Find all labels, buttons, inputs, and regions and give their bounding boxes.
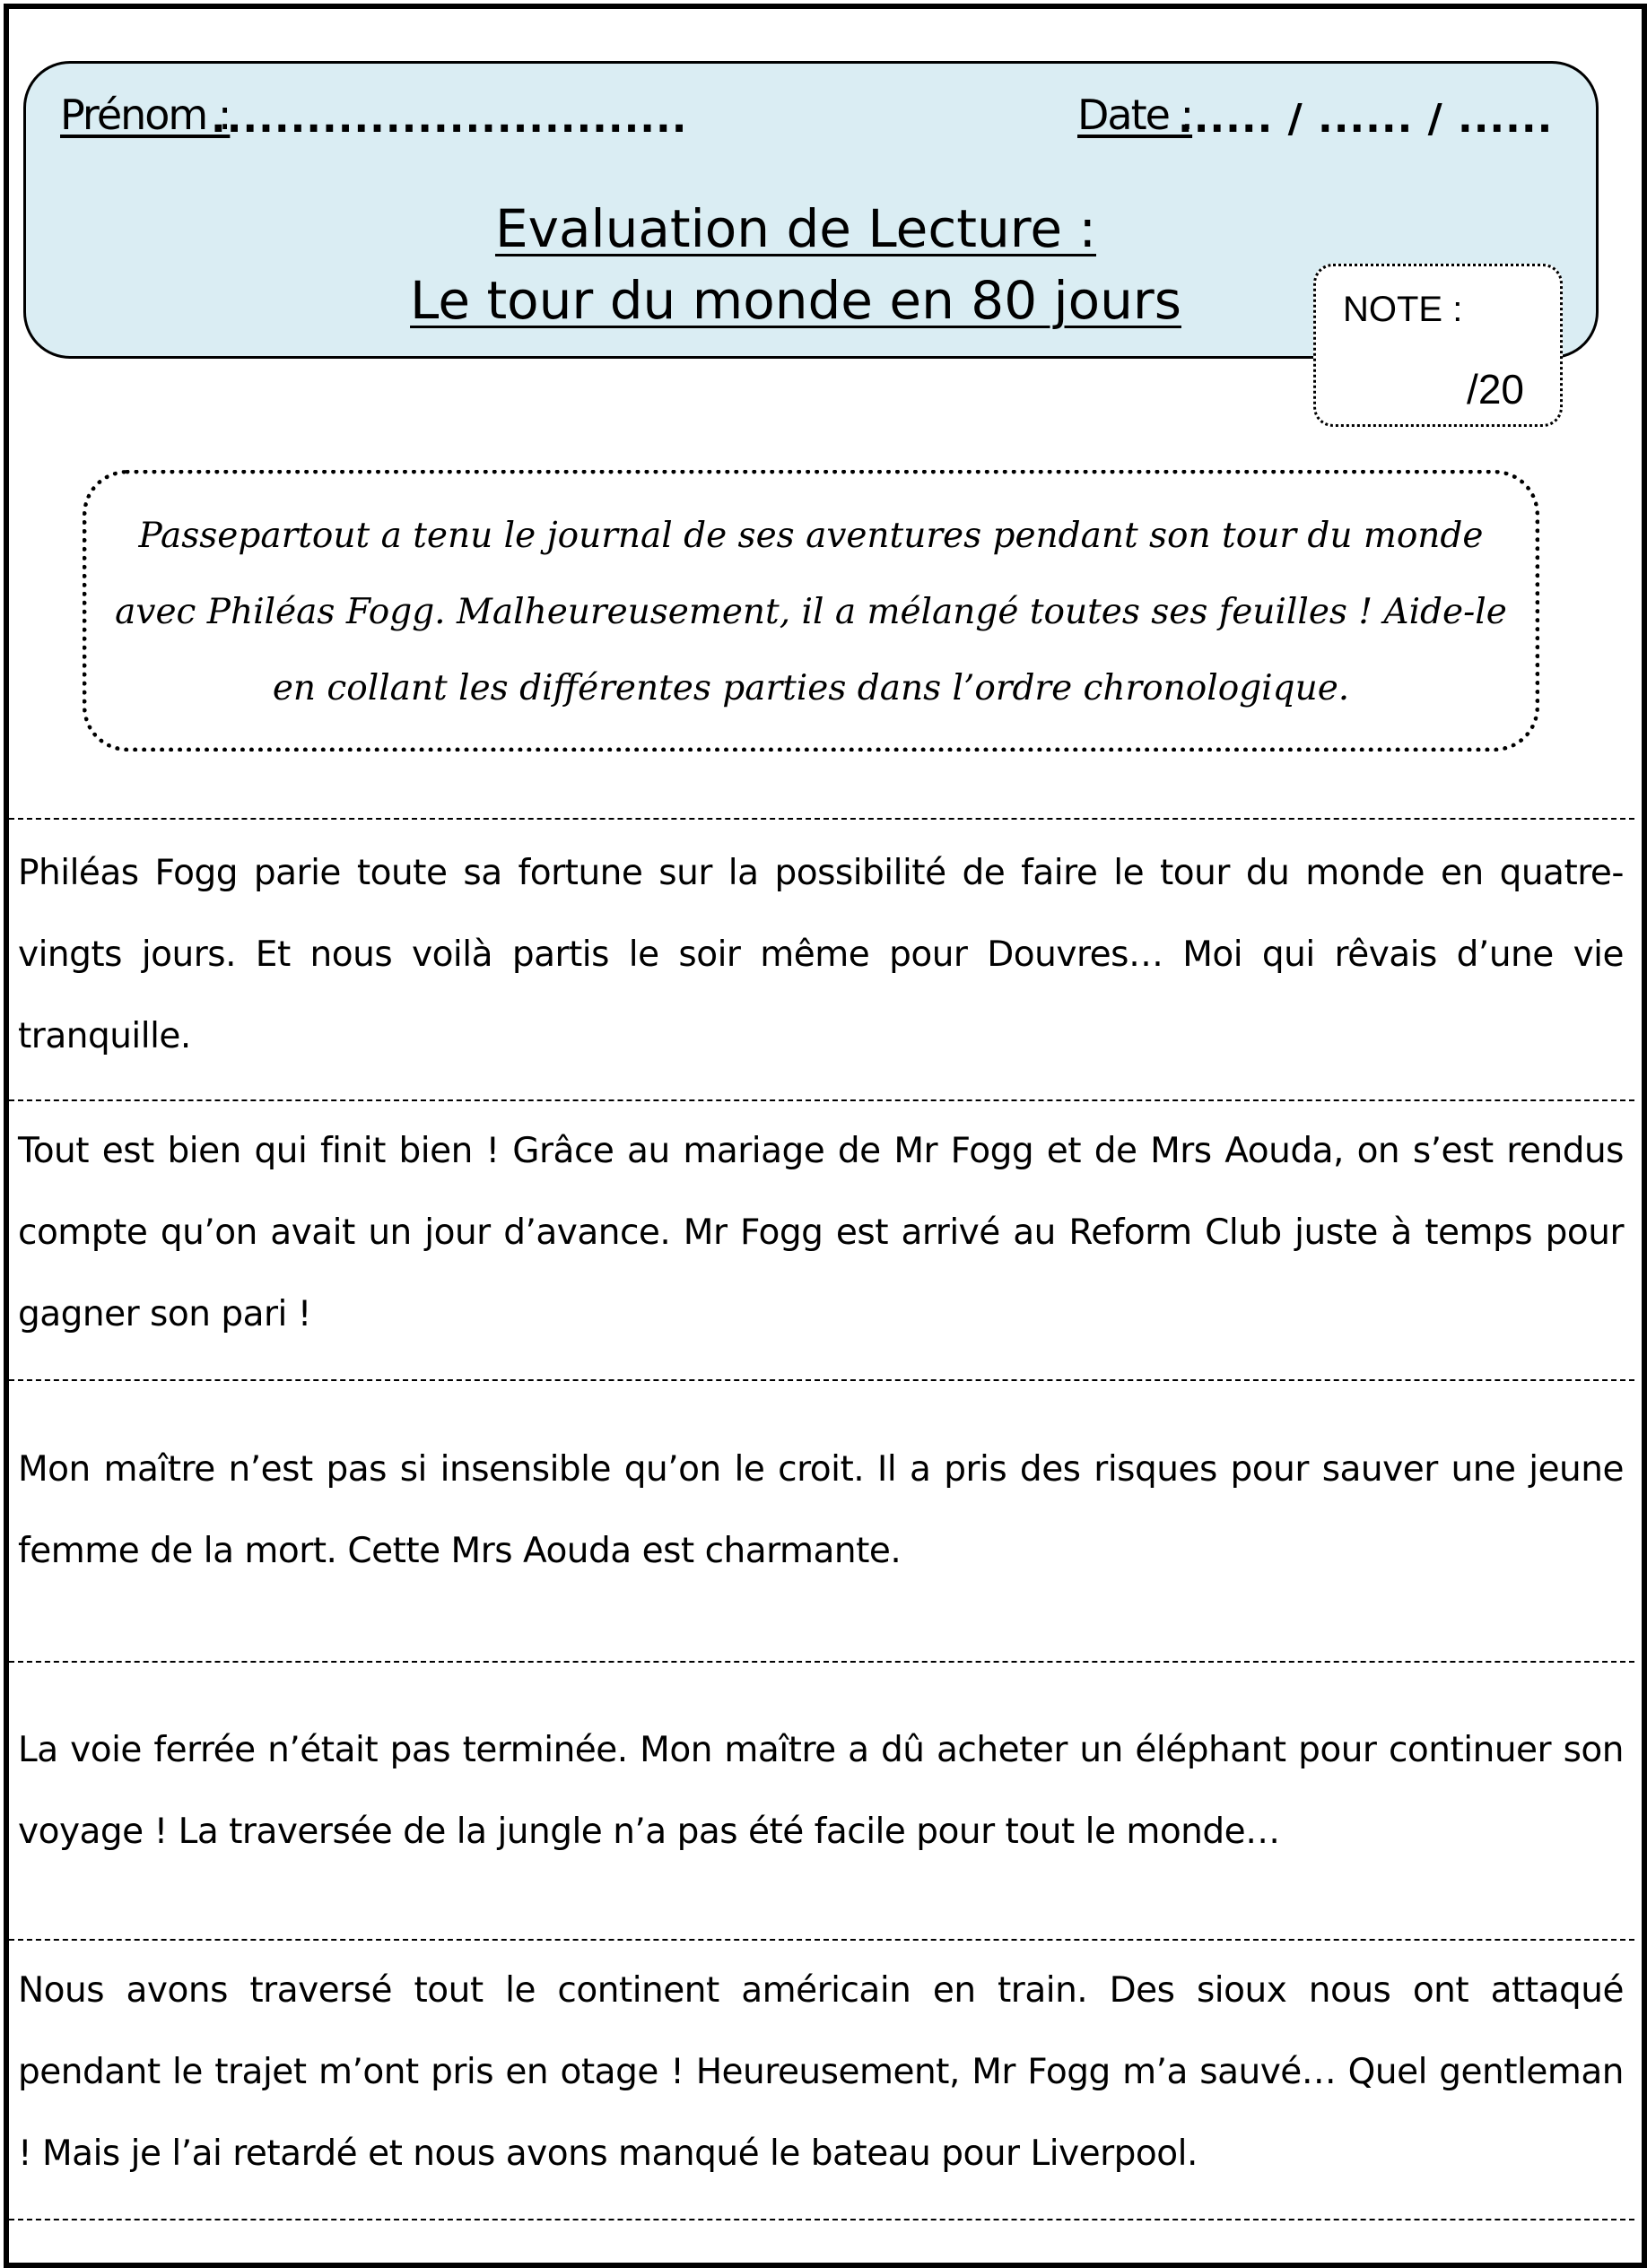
story-strip-1: Philéas Fogg parie toute sa fortune sur la possibilité de faire le tour du monde en quatre-vingts jours. Et nous voilà partis le soir même pour Douvres… Moi qui rêvais d’une vie tranquille. — [18, 853, 1624, 1056]
story-strip-2: Tout est bien qui finit bien ! Grâce au mariage de Mr Fogg et de Mrs Aouda, on s’est rendus compte qu’on avait un jour d’avance. Mr Fogg est arrivé au Reform Club juste à temps pour gagner son pari ! — [18, 1131, 1624, 1334]
note-score: /20 — [1467, 366, 1524, 413]
story-strip-4: La voie ferrée n’était pas terminée. Mon maître a dû acheter un éléphant pour continuer son voyage ! La traversée de la jungle n’a pas été facile pour tout le monde… — [18, 1730, 1624, 1852]
cut-line — [9, 1661, 1634, 1663]
cut-line — [9, 818, 1634, 820]
cut-line — [9, 1379, 1634, 1381]
title-line-1: Evaluation de Lecture : — [494, 198, 1096, 259]
first-name-label: Prénom : — [60, 91, 231, 139]
title-line-2: Le tour du monde en 80 jours — [410, 270, 1181, 331]
story-strip-5: Nous avons traversé tout le continent américain en train. Des sioux nous ont attaqué pendant le trajet m’ont pris en otage ! Heureusement, Mr Fogg m’a sauvé… Quel gentleman ! Mais je l’ai retardé et nous avons manqué le bateau pour Liverpool. — [18, 1970, 1624, 2174]
instruction-text: Passepartout a tenu le journal de ses aventures pendant son tour du monde avec Philéas Fogg. Malheureusement, il a mélangé toutes ses feuilles ! Aide-le en collant les différentes parties dans l’ordre chronologique. — [115, 516, 1507, 708]
story-strip-3: Mon maître n’est pas si insensible qu’on le croit. Il a pris des risques pour sauver une jeune femme de la mort. Cette Mrs Aouda est charmante. — [18, 1449, 1624, 1571]
date-label: Date : — [1077, 91, 1193, 139]
first-name-field[interactable]: .............................. — [211, 96, 688, 142]
instruction-box — [83, 470, 1539, 752]
cut-line — [9, 2219, 1634, 2220]
note-label: NOTE : — [1343, 290, 1463, 329]
date-field[interactable]: ...... / ...... / ...... — [1178, 96, 1554, 142]
cut-line — [9, 1939, 1634, 1941]
cut-line — [9, 1099, 1634, 1101]
note-box — [1313, 264, 1563, 427]
